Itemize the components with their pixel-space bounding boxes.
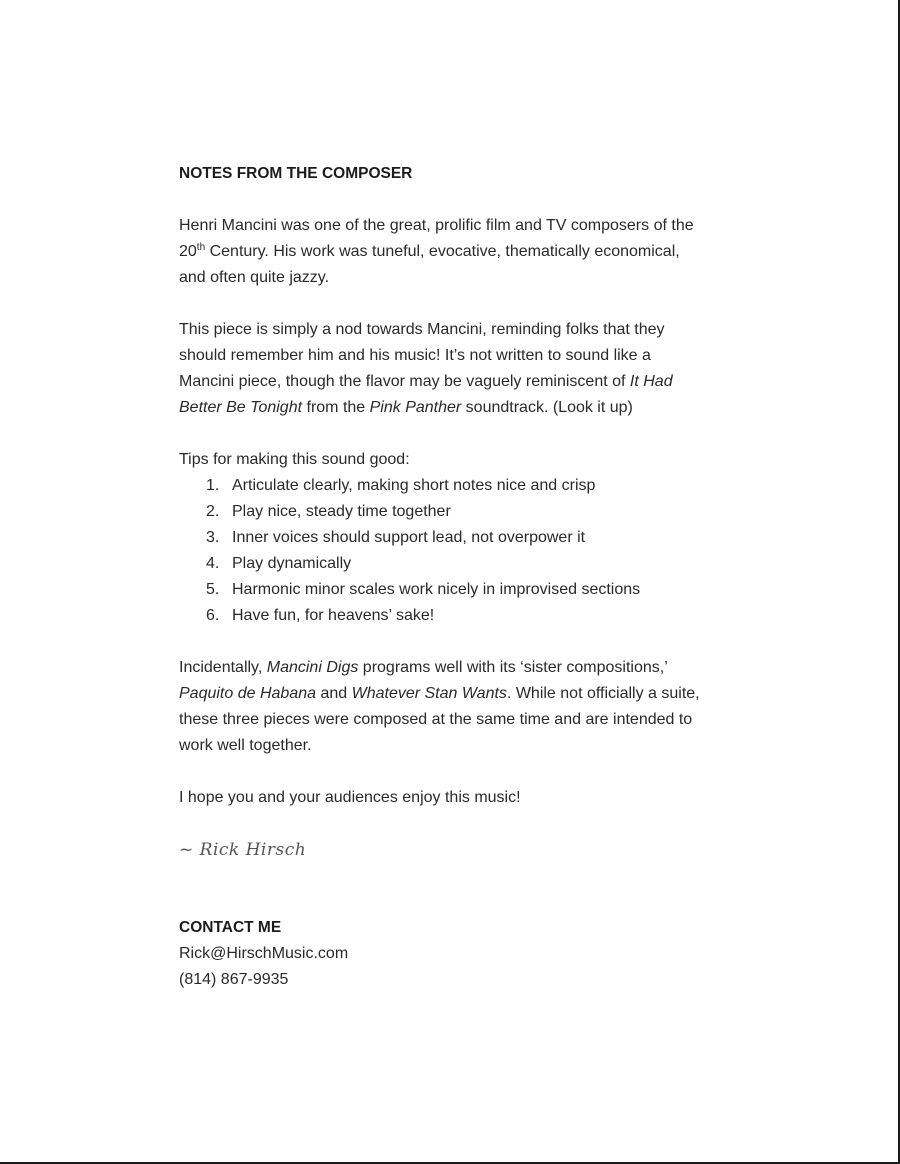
paragraph-line: work well together. <box>179 737 312 754</box>
list-item: 6. Have fun, for heavens’ sake! <box>206 607 435 624</box>
paragraph-line: Mancini piece, though the flavor may be vaguely reminiscent of It Had <box>179 373 673 390</box>
contact-heading: CONTACT ME <box>179 919 282 936</box>
notes-heading: NOTES FROM THE COMPOSER <box>179 165 413 182</box>
contact-email: Rick@HirschMusic.com <box>179 945 349 962</box>
paragraph-line: and often quite jazzy. <box>179 269 330 286</box>
paragraph-intro <box>179 213 739 291</box>
list-item: 2. Play nice, steady time together <box>206 503 451 520</box>
document-content <box>179 161 739 993</box>
paragraph-line: should remember him and his music! It’s not written to sound like a <box>179 347 651 364</box>
tips-intro: Tips for making this sound good: <box>179 451 410 468</box>
paragraph-line: these three pieces were composed at the same time and are intended to <box>179 711 693 728</box>
paragraph-sister-compositions <box>179 655 739 759</box>
paragraph-line: 20th Century. His work was tuneful, evocative, thematically economical, <box>179 242 680 260</box>
paragraph-line: Better Be Tonight from the Pink Panther soundtrack. (Look it up) <box>179 399 633 416</box>
signature: ~ Rick Hirsch <box>179 840 307 860</box>
list-item: 1. Articulate clearly, making short notes nice and crisp <box>206 477 596 494</box>
paragraph-line: This piece is simply a nod towards Mancini, reminding folks that they <box>179 321 665 338</box>
contact-phone: (814) 867-9935 <box>179 971 289 988</box>
paragraph-mancini <box>179 317 739 421</box>
list-item: 4. Play dynamically <box>206 555 352 572</box>
paragraph-line: Incidentally, Mancini Digs programs well with its ‘sister compositions,’ <box>179 659 668 676</box>
tips-list <box>179 473 739 629</box>
list-item: 3. Inner voices should support lead, not overpower it <box>206 529 586 546</box>
list-item: 5. Harmonic minor scales work nicely in improvised sections <box>206 581 641 598</box>
paragraph-line: Paquito de Habana and Whatever Stan Wants. While not officially a suite, <box>179 685 700 702</box>
closing-line: I hope you and your audiences enjoy this music! <box>179 789 521 806</box>
paragraph-line: Henri Mancini was one of the great, prolific film and TV composers of the <box>179 217 694 234</box>
